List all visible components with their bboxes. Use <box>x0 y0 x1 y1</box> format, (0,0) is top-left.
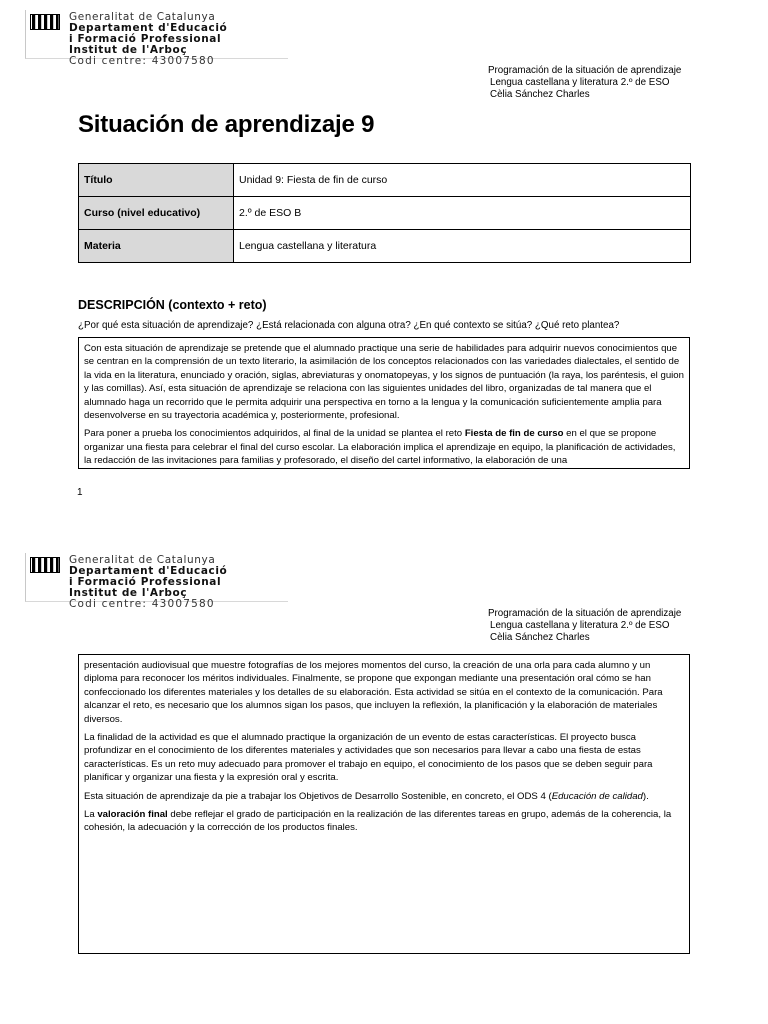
table-value: Lengua castellana y literatura <box>234 230 691 263</box>
table-value: 2.º de ESO B <box>234 197 691 230</box>
logo-text <box>69 12 227 67</box>
description-box <box>78 337 690 469</box>
table-row <box>79 164 691 197</box>
logo-line: Codi centre: 43007580 <box>69 598 215 610</box>
meta-line: Programación de la situación de aprendizaje <box>488 65 682 76</box>
paragraph: Con esta situación de aprendizaje se pretende que el alumnado practique una serie de habilidades para adquirir nuevos conocimientos que se centran en la comprensión de un texto literario, la asimilación de los conceptos relacionados con las variedades dialectales, el sentido de la vida en la literatura, enunciado y oración, siglas, abreviaturas y onomatopeyas, y los signos de puntuación (la raya, los paréntesis, el guion y las comillas). Así, esta situación de aprendizaje se relaciona con las siguientes unidades del libro, organizadas de tal manera que el alumnado haga un recorrido que le permita adquirir una perspectiva en torno a la lengua y la comunicación suficientemente amplia para desenvolverse en su trayectoria académica y, posteriormente, profesional. <box>84 343 684 422</box>
logo-text <box>69 555 227 610</box>
paragraph: presentación audiovisual que muestre fotografías de los mejores momentos del curso, la creación de una orla para cada alumno y un diploma para reconocer los méritos individuales. Finalmente, se propone que expongan mediante una presentación oral cómo se han confeccionado los diferentes materiales y los detalles de su elaboración. Esta actividad se sitúa en el contexto de la comunicación. Para alcanzar el reto, es necesario que los alumnos sigan los pasos, que incluyen la reflexión, la planificación y la elaboración de materiales diversos. <box>84 660 663 725</box>
paragraph-text: debe reflejar el grado de participación en la realización de las diferentes tareas en grupo, además de la coherencia, la cohesión, la adecuación y la corrección de los productos finales. <box>84 809 672 834</box>
description-box-continued <box>78 654 690 954</box>
logo-line: Generalitat de Catalunya <box>69 554 216 566</box>
paragraph <box>84 427 684 467</box>
institution-logo <box>25 10 288 67</box>
institution-logo <box>25 553 288 610</box>
logo-line: Departament d'Educació <box>69 22 228 34</box>
table-row <box>79 230 691 263</box>
section-heading: DESCRIPCIÓN (contexto + reto) <box>78 298 267 312</box>
meta-line: Lengua castellana y literatura 2.º de ESO <box>490 77 670 88</box>
logo-line: i Formació Professional <box>69 576 222 588</box>
section-question: ¿Por qué esta situación de aprendizaje? ¿Está relacionada con alguna otra? ¿En qué contexto se sitúa? ¿Qué reto plantea? <box>78 320 620 331</box>
ods-name: Educación de calidad <box>551 790 643 802</box>
table-key: Materia <box>79 230 234 263</box>
document-meta <box>488 65 738 101</box>
document-meta <box>488 608 738 644</box>
challenge-name: Fiesta de fin de curso <box>464 428 564 440</box>
document-page-2 <box>0 543 768 1024</box>
paragraph <box>84 790 684 803</box>
meta-line: Programación de la situación de aprendizaje <box>488 608 682 619</box>
paragraph-text: ). <box>642 790 649 802</box>
table-key: Curso (nivel educativo) <box>79 197 234 230</box>
table-value: Unidad 9: Fiesta de fin de curso <box>234 164 691 197</box>
paragraph-text: en el que se propone organizar una fiesta para celebrar el final del curso escolar. La elaboración implica el aprendizaje en equipo, la planificación de actividades, la redacción de las invitaciones para familias y profesorado, el diseño del cartel informativo, la elaboración de una <box>84 428 676 467</box>
page-number: 1 <box>77 487 83 498</box>
logo-line: Codi centre: 43007580 <box>69 55 215 67</box>
table-row <box>79 197 691 230</box>
meta-line: Cèlia Sánchez Charles <box>490 89 590 100</box>
final-assessment-term: valoración final <box>97 809 168 821</box>
meta-line: Cèlia Sánchez Charles <box>490 632 590 643</box>
logo-line: Institut de l'Arboç <box>69 587 188 599</box>
catalonia-emblem-icon <box>30 557 60 573</box>
paragraph: La finalidad de la actividad es que el alumnado practique la organización de un evento de estas características. El proyecto busca profundizar en el conocimiento de los diferentes materiales y actividades que son necesarios para llevar a cabo una fiesta de estas características. Es un reto muy adecuado para promover el trabajo en equipo, el conocimiento de los pasos que se deben seguir para planificar y organizar una fiesta y la expresión oral y escrita. <box>84 732 653 784</box>
document-title: Situación de aprendizaje 9 <box>78 111 375 138</box>
meta-line: Lengua castellana y literatura 2.º de ESO <box>490 620 670 631</box>
paragraph-text: Esta situación de aprendizaje da pie a trabajar los Objetivos de Desarrollo Sostenible, en concreto, el ODS 4 ( <box>84 790 552 802</box>
logo-line: Institut de l'Arboç <box>69 44 188 56</box>
paragraph-text: Para poner a prueba los conocimientos adquiridos, al final de la unidad se plantea el reto <box>84 428 465 440</box>
logo-line: Departament d'Educació <box>69 565 228 577</box>
paragraph <box>84 808 684 835</box>
logo-line: Generalitat de Catalunya <box>69 11 216 23</box>
catalonia-emblem-icon <box>30 14 60 30</box>
table-key: Título <box>79 164 234 197</box>
info-table <box>78 163 691 263</box>
logo-line: i Formació Professional <box>69 33 222 45</box>
paragraph-text: La <box>84 809 98 821</box>
